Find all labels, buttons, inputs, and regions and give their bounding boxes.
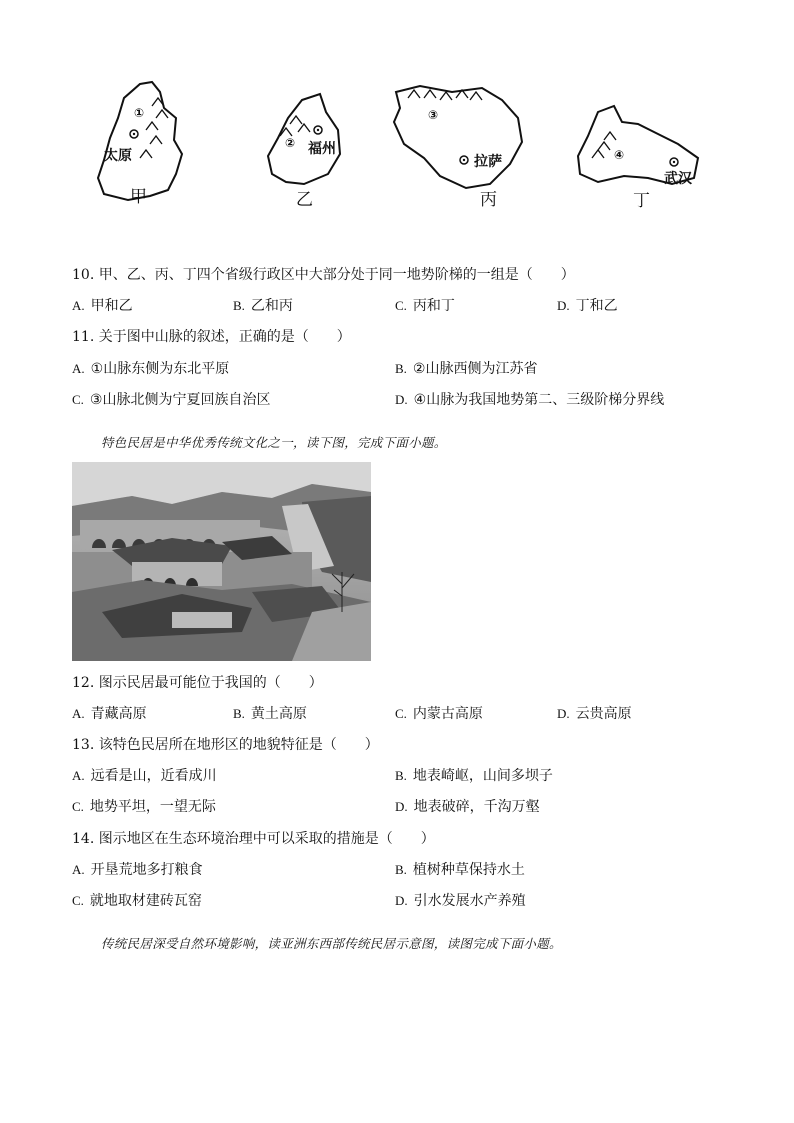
q12-option-a[interactable]: A. 青藏高原	[72, 706, 147, 722]
q13-option-d[interactable]: D. 地表破碎，千沟万壑	[395, 799, 540, 815]
q11-option-a[interactable]: A. ①山脉东侧为东北平原	[72, 361, 230, 377]
map-yi-city: 福州	[308, 141, 336, 157]
intro-text-1: 特色民居是中华优秀传统文化之一，读下图，完成下面小题。	[101, 435, 447, 450]
q14-option-c[interactable]: C. 就地取材建砖瓦窑	[72, 893, 202, 909]
q11-stem: 11. 关于图中山脉的叙述，正确的是（ ）	[72, 329, 351, 345]
map-ding-label: 丁	[633, 191, 650, 211]
map-yi-label: 乙	[296, 190, 313, 210]
q11-option-d[interactable]: D. ④山脉为我国地势第二、三级阶梯分界线	[395, 392, 665, 408]
q12-option-c[interactable]: C. 内蒙古高原	[395, 706, 483, 722]
q12-option-d[interactable]: D. 云贵高原	[557, 706, 632, 722]
q12-option-b[interactable]: B. 黄土高原	[233, 706, 307, 722]
q10-option-a[interactable]: A. 甲和乙	[72, 298, 133, 314]
q13-option-c[interactable]: C. 地势平坦，一望无际	[72, 799, 216, 815]
cave-dwelling-photo	[72, 462, 371, 661]
q13-option-a[interactable]: A. 远看是山，近看成川	[72, 768, 217, 784]
q14-stem: 14. 图示地区在生态环境治理中可以采取的措施是（ ）	[72, 831, 435, 847]
q12-stem: 12. 图示民居最可能位于我国的（ ）	[72, 675, 323, 691]
q10-stem: 10. 甲、乙、丙、丁四个省级行政区中大部分处于同一地势阶梯的一组是（ ）	[72, 267, 575, 283]
map-yi-marker: ②	[285, 136, 296, 150]
map-jia-city: 太原	[104, 148, 132, 164]
map-jia-label: 甲	[130, 187, 147, 207]
province-maps	[90, 78, 710, 213]
q10-option-b[interactable]: B. 乙和丙	[233, 298, 293, 314]
q14-option-b[interactable]: B. 植树种草保持水土	[395, 862, 525, 878]
cave-dwelling-illustration	[72, 462, 371, 661]
q10-option-d[interactable]: D. 丁和乙	[557, 298, 618, 314]
map-jia-marker: ①	[134, 106, 145, 120]
q10-option-c[interactable]: C. 丙和丁	[395, 298, 455, 314]
intro-text-2: 传统民居深受自然环境影响，读亚洲东西部传统民居示意图，读图完成下面小题。	[101, 936, 562, 951]
q14-option-d[interactable]: D. 引水发展水产养殖	[395, 893, 526, 909]
q13-option-b[interactable]: B. 地表崎岖，山间多坝子	[395, 768, 553, 784]
map-bing	[394, 86, 522, 188]
q14-option-a[interactable]: A. 开垦荒地多打粮食	[72, 862, 203, 878]
q13-stem: 13. 该特色民居所在地形区的地貌特征是（ ）	[72, 737, 379, 753]
q11-option-b[interactable]: B. ②山脉西侧为江苏省	[395, 361, 538, 377]
map-bing-city: 拉萨	[474, 154, 502, 170]
map-ding-city: 武汉	[664, 171, 692, 187]
map-ding-marker: ④	[614, 148, 625, 162]
q11-option-c[interactable]: C. ③山脉北侧为宁夏回族自治区	[72, 392, 271, 408]
mountain-icon	[592, 132, 616, 158]
province-maps-svg	[90, 78, 710, 213]
map-bing-marker: ③	[428, 108, 439, 122]
map-bing-label: 丙	[480, 190, 497, 210]
